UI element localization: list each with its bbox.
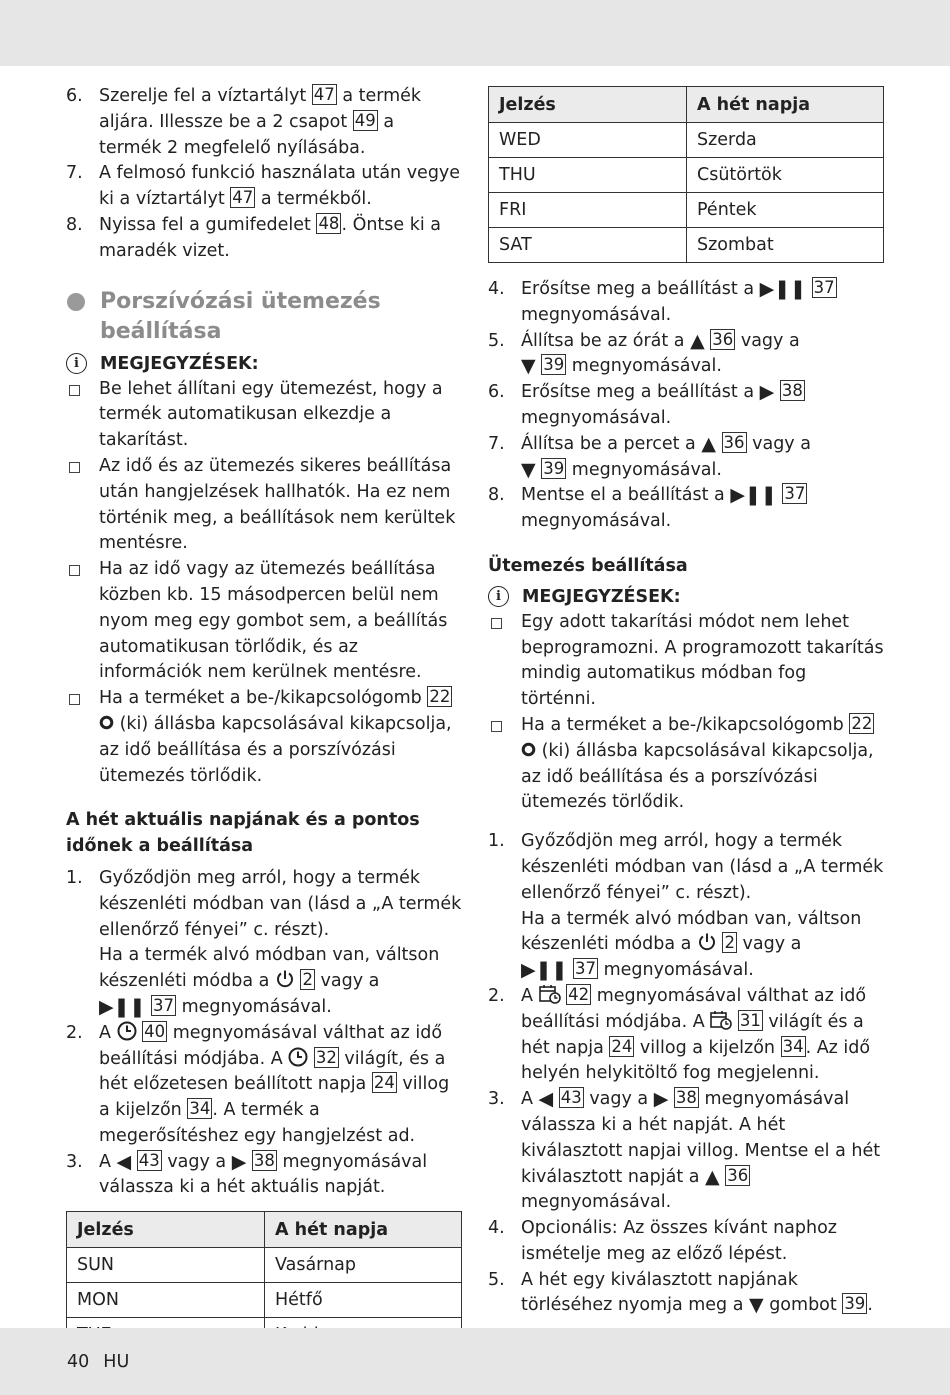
day-code-cell: WED: [489, 123, 687, 158]
list-item: 7. Állítsa be a percet a ▲ 36 vagy a ▼ 39 megnyomásával.: [488, 432, 811, 481]
down-arrow-icon: ▼: [521, 458, 536, 481]
day-name-cell: Szombat: [687, 228, 884, 263]
list-item: 1. Győződjön meg arról, hogy a termék készenléti módban van (lásd a „A termék ellenőrző fényei” c. részt). Ha a termék alvó módban van, váltson készenléti módba a 2 vagy a ▶❚❚ 37 megnyomásával.: [66, 867, 462, 1018]
reference-number: 49: [354, 110, 376, 130]
day-code-cell: THU: [489, 158, 687, 193]
list-item: 3. A ◀ 43 vagy a ▶ 38 megnyomásával válassza ki a hét napját. A hét kiválasztott napjai villog. Mentse el a hét kiválasztott napját a ▲ 36 megnyomásával.: [488, 1088, 881, 1213]
table-row: [489, 123, 884, 158]
schedule-steps: [488, 829, 884, 1319]
day-code-cell: FRI: [489, 193, 687, 228]
list-item: 4. Opcionális: Az összes kívánt naphoz ismételje meg az előző lépést.: [488, 1218, 837, 1264]
page-footer: [67, 1352, 143, 1372]
list-item: 7. A felmosó funkció használata után vegye ki a víztartályt 47 a termékből.: [66, 163, 461, 210]
note-item: Egy adott takarítási módot nem lehet beprogramozni. A programozott takarítás mindig automatikus módban fog történni.: [488, 610, 884, 713]
days-table-left: Jelzés A hét napja SUN Vasárnap MON Hétfő: [66, 1211, 462, 1353]
days-table-right: Jelzés A hét napja WED Szerda THU Csütörtök FRI Péntek SAT Szombat: [488, 86, 884, 263]
up-arrow-icon: ▲: [701, 432, 716, 455]
right-arrow-icon: ▶: [653, 1088, 669, 1111]
power-icon: [275, 971, 295, 991]
list-item: 5. A hét egy kiválasztott napjának törléséhez nyomja meg a ▼ gombot 39 .: [488, 1269, 873, 1317]
play-pause-icon: ▶❚❚: [99, 995, 146, 1018]
table-row: [489, 193, 884, 228]
up-arrow-icon: ▲: [690, 329, 705, 352]
notes-list: [66, 377, 462, 687]
top-bar: [0, 0, 950, 66]
reference-number: 48: [318, 213, 340, 233]
note-item: Ha a terméket a be-/kikapcsológomb 22 (ki) állásba kapcsolásával kikapcsolja, az idő beállítása és a porszívózási ütemezés törlődik.: [488, 713, 884, 816]
bullet-dot-icon: [67, 293, 85, 311]
info-icon: i: [66, 353, 87, 374]
play-pause-icon: ▶❚❚: [521, 959, 568, 982]
list-item: 2. A 40 megnyomásával válthat az idő beállítási módjába. A 32 világít, és a hét előzetesen beállított napja 24 villog a kijelzőn 34 . A termék a megerősítéshez egy hangjelzést ad.: [66, 1021, 450, 1146]
confirm-steps: [488, 277, 884, 535]
table-row: [489, 228, 884, 263]
list-item: 4. Erősítse meg a beállítást a ▶❚❚ 37 megnyomásával.: [488, 278, 835, 325]
list-item: 1. Győződjön meg arról, hogy a termék készenléti módban van (lásd a „A termék ellenőrző fényei” c. részt). Ha a termék alvó módban van, váltson készenléti módba a 2 vagy a ▶❚❚ 37 megnyomásával.: [488, 831, 884, 982]
language-code: HU: [103, 1352, 130, 1372]
list-item: 6. Erősítse meg a beállítást a ▶ 38 megnyomásával.: [488, 381, 803, 428]
right-arrow-icon: ▶: [231, 1150, 247, 1173]
power-off-icon: [521, 741, 536, 761]
day-name-cell: Hétfő: [265, 1283, 462, 1318]
list-item: 2. A 42 megnyomásával válthat az idő beállítási módjába. A 31 világít és a hét napja 24 villog a kijelzőn 34 . Az idő helyén helykitöltő fog megjelenni.: [488, 984, 871, 1084]
steps-top: [66, 84, 462, 265]
clock-icon: [117, 1023, 137, 1043]
day-name-cell: Péntek: [687, 193, 884, 228]
list-item: 5. Állítsa be az órát a ▲ 36 vagy a ▼ 39 megnyomásával.: [488, 329, 800, 378]
day-code-cell: SAT: [489, 228, 687, 263]
right-arrow-icon: ▶: [759, 381, 775, 404]
reference-number: 47: [232, 188, 254, 208]
day-name-cell: Vasárnap: [265, 1248, 462, 1283]
play-pause-icon: ▶❚❚: [730, 484, 777, 507]
list-item: 6. Szerelje fel a víztartályt 47 a termék aljára. Illessze be a 2 csapot 49 a termék 2 megfelelő nyílásába.: [66, 85, 422, 158]
table-row: [67, 1248, 462, 1283]
list-item: 8. Mentse el a beállítást a ▶❚❚ 37 megnyomásával.: [488, 484, 806, 532]
note-heading: i MEGJEGYZÉSEK:: [488, 584, 884, 610]
list-item: 3. A ◀ 43 vagy a ▶ 38 megnyomásával válassza ki a hét aktuális napját.: [66, 1150, 428, 1198]
day-name-cell: Csütörtök: [687, 158, 884, 193]
sub-heading: Ütemezés beállítása: [488, 555, 688, 576]
up-arrow-icon: ▲: [705, 1165, 720, 1188]
note-item: Az idő és az ütemezés sikeres beállítása után hangjelzések hallhatók. Ha ez nem történik meg, a beállítások nem kerültek mentésre.: [66, 454, 462, 557]
day-code-cell: MON: [67, 1283, 265, 1318]
note-item: Ha az idő vagy az ütemezés beállítása közben kb. 15 másodpercen belül nem nyom meg egy gombot sem, a beállítás automatikusan törlődik, és az információk nem kerülnek mentésre.: [66, 557, 462, 686]
list-item: 8. Nyissa fel a gumifedelet 48 . Öntse ki a maradék vizet.: [66, 213, 442, 261]
left-arrow-icon: ◀: [538, 1088, 554, 1111]
sub-heading: A hét aktuális napjának és a pontos időnek a beállítása: [66, 810, 420, 857]
day-code-cell: SUN: [67, 1248, 265, 1283]
power-icon: [697, 934, 717, 954]
section-heading: Porszívózási ütemezés beállítása: [66, 287, 462, 347]
down-arrow-icon: ▼: [749, 1294, 764, 1317]
calendar-clock-icon: [710, 1012, 732, 1032]
note-item: Be lehet állítani egy ütemezést, hogy a termék automatikusan elkezdje a takarítást.: [66, 377, 462, 454]
left-column: [66, 84, 462, 1353]
info-icon: i: [488, 586, 509, 607]
day-name-cell: Szerda: [687, 123, 884, 158]
table-row: [67, 1283, 462, 1318]
right-column: [488, 86, 884, 1319]
down-arrow-icon: ▼: [521, 355, 536, 378]
calendar-clock-icon: [539, 986, 561, 1006]
note-item: Ha a terméket a be-/kikapcsológomb 22 (ki) állásba kapcsolásával kikapcsolja, az idő beállítása és a porszívózási ütemezés törlődik.: [66, 686, 462, 789]
table-row: [489, 158, 884, 193]
page-number: 40: [67, 1352, 90, 1372]
reference-number: 47: [313, 85, 335, 104]
power-off-icon: [99, 714, 114, 734]
play-pause-icon: ▶❚❚: [759, 278, 807, 300]
day-time-steps: [66, 866, 462, 1201]
clock-icon: [288, 1049, 308, 1069]
note-heading: i MEGJEGYZÉSEK:: [66, 351, 462, 377]
left-arrow-icon: ◀: [116, 1150, 132, 1173]
